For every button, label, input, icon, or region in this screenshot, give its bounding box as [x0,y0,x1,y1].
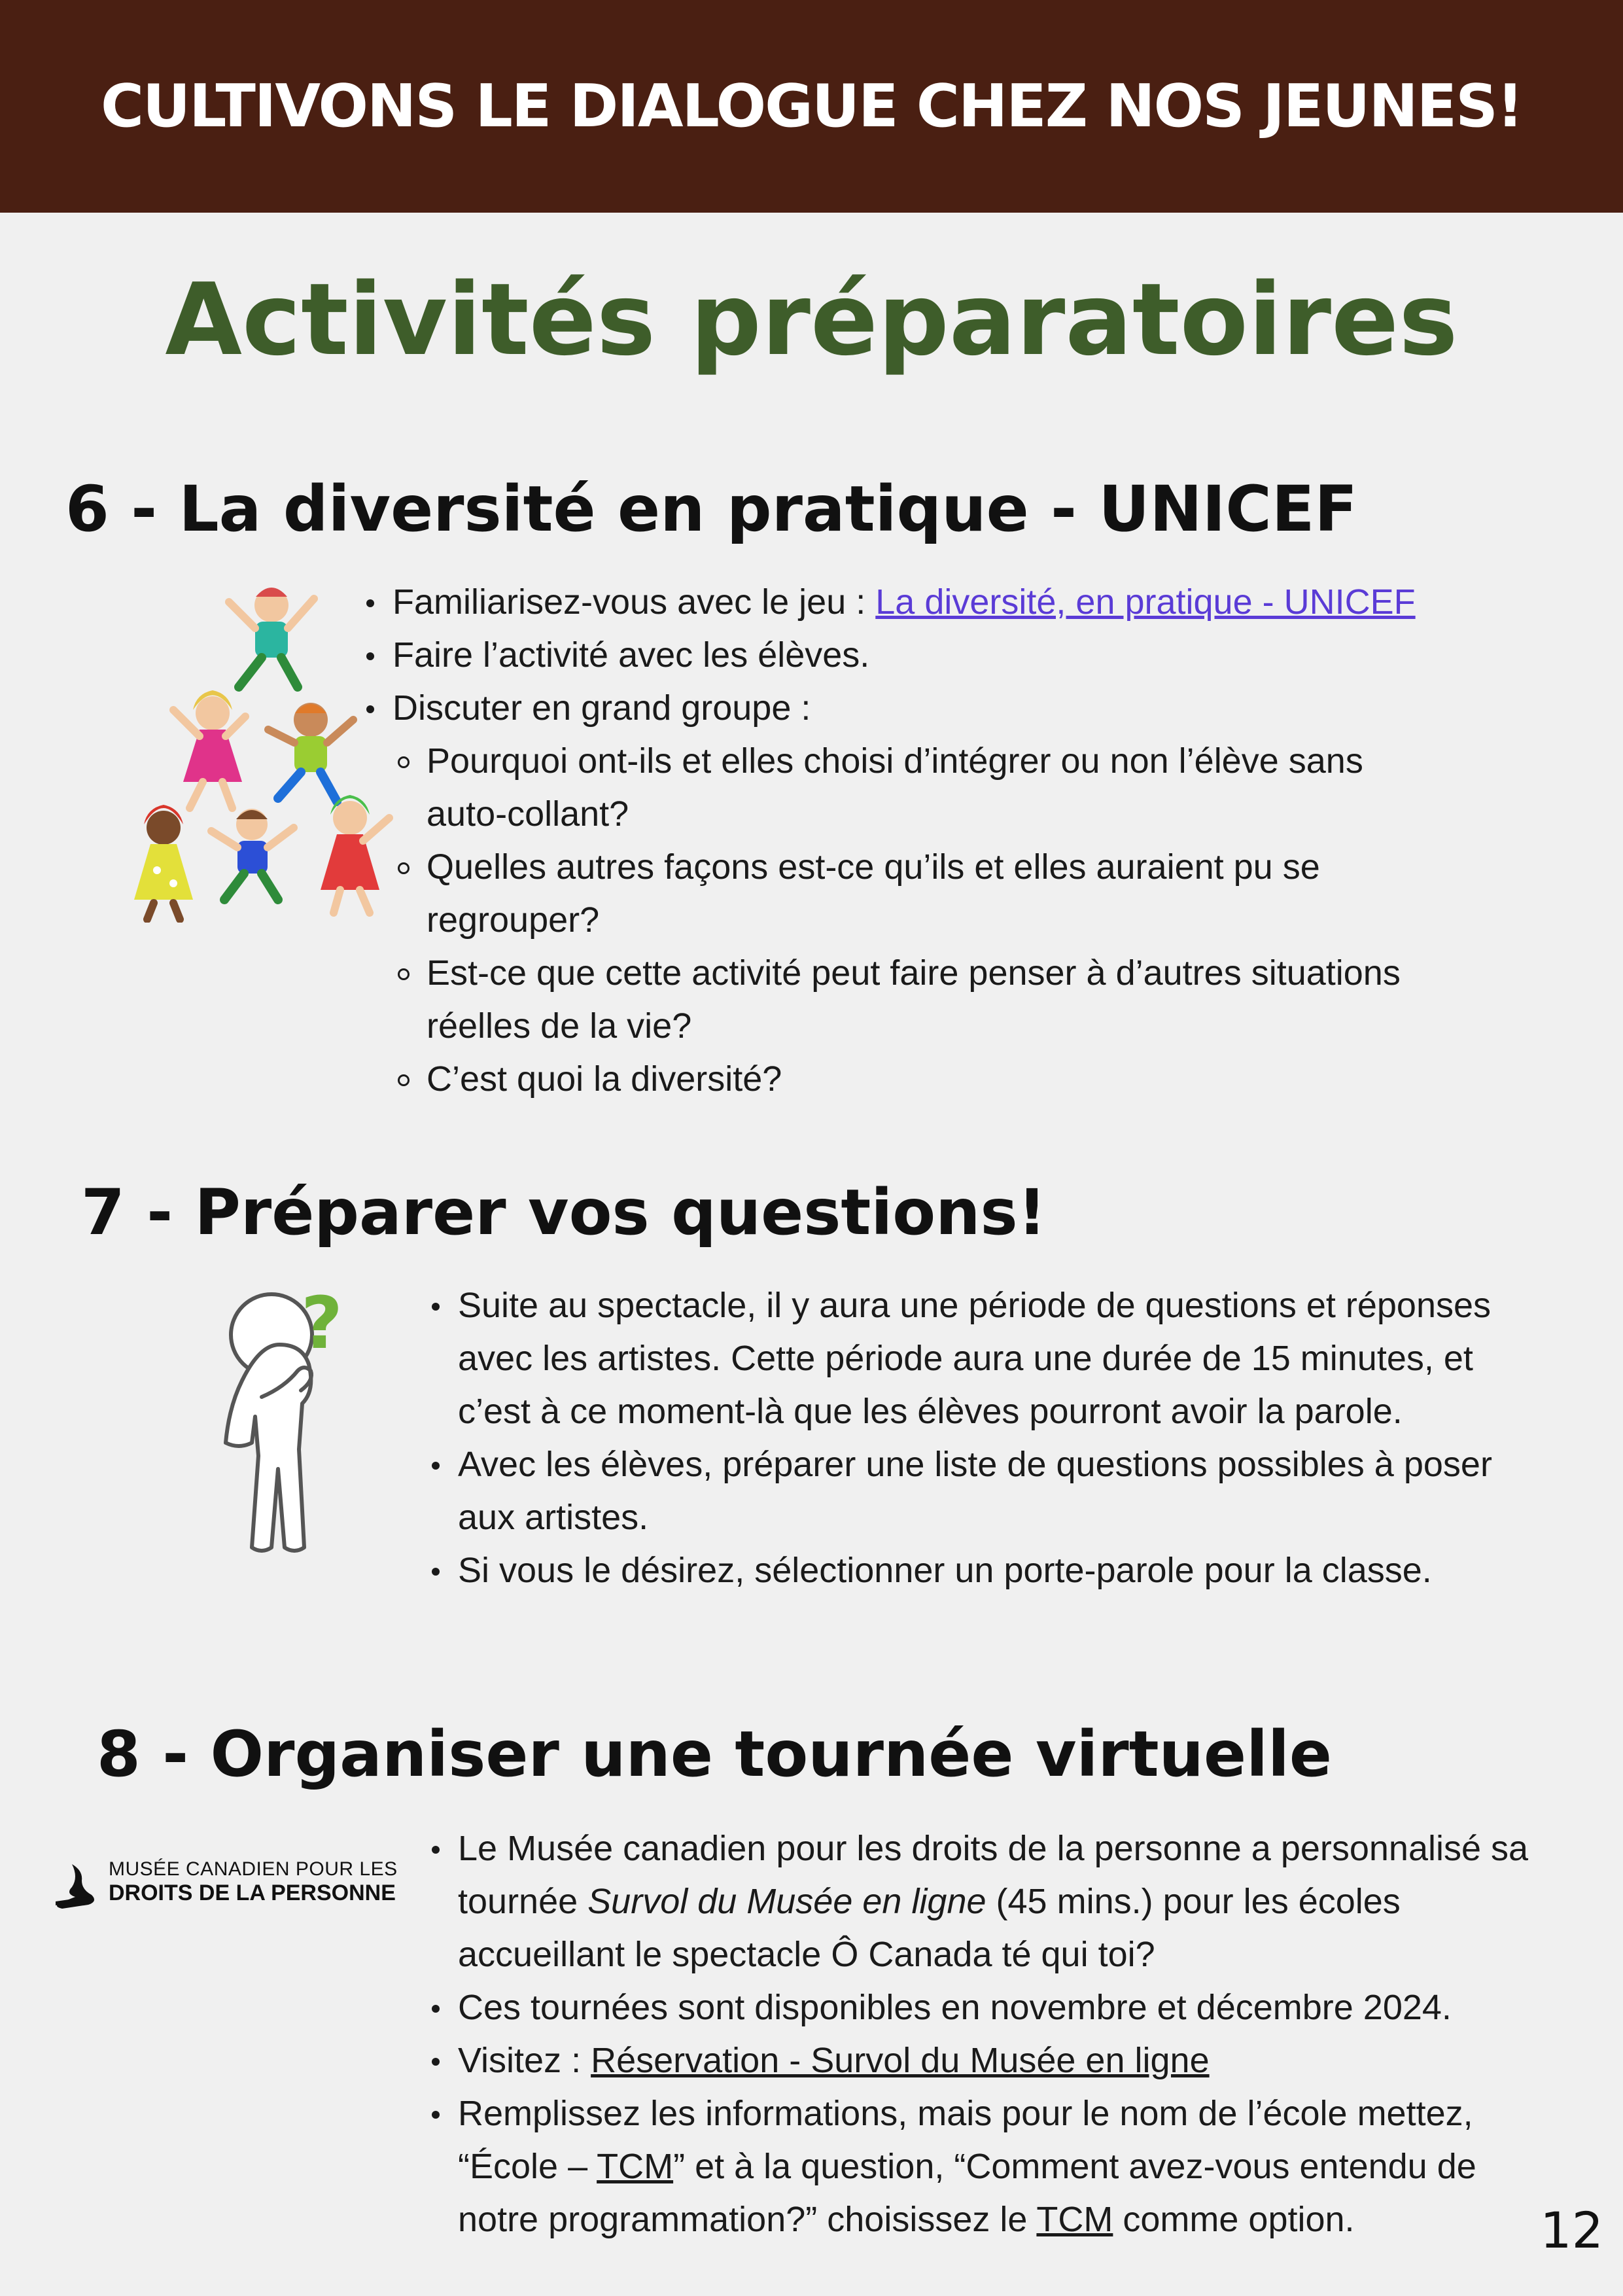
museum-logo-text [109,1858,398,1906]
section-6-content [361,576,1539,1106]
section-6-sublist [361,735,1506,1106]
kids-pyramid-illustration [134,576,396,923]
museum-logo [52,1858,406,1917]
list-item: Si vous le désirez, sélectionner un porte-parole pour la classe. [427,1544,1539,1597]
page-title: Activités préparatoires [165,262,1458,378]
section-8-list [427,1822,1552,2246]
section-7-list [427,1279,1539,1597]
section-6-list [361,576,1539,735]
list-item [427,1822,1552,1981]
sub-list-item: Est-ce que cette activité peut faire penser à d’autres situations réelles de la vie? [395,947,1447,1053]
museum-logo-icon [52,1861,98,1913]
list-item [361,576,1539,629]
list-item: Faire l’activité avec les élèves. [361,629,1539,682]
svg-text:?: ? [301,1282,343,1365]
sub-list-item: C’est quoi la diversité? [395,1053,1447,1106]
sub-list-item: Pourquoi ont-ils et elles choisi d’intégrer ou non l’élève sans auto-collant? [395,735,1447,841]
banner-title: CULTIVONS LE DIALOGUE CHEZ NOS JEUNES! [100,72,1523,141]
sub-list-item: Quelles autres façons est-ce qu’ils et elles auraient pu se regrouper? [395,841,1447,947]
list-item-text: Remplissez les informations, mais pour le nom de l’école mettez, “École – [458,2094,1473,2186]
section-7-content [427,1279,1539,1597]
list-item [427,2087,1552,2246]
tour-name: Survol du Musée en ligne [587,1882,986,1921]
tcm-link[interactable]: TCM [1036,2200,1113,2239]
list-item: Suite au spectacle, il y aura une période de questions et réponses avec les artistes. Cette période aura une durée de 15 minutes, et c’est à ce moment-là que les élèves pourront avoir la parole. [427,1279,1539,1438]
tcm-link[interactable]: TCM [597,2147,674,2186]
list-item: Avec les élèves, préparer une liste de questions possibles à poser aux artistes. [427,1438,1539,1544]
section-7-title: 7 - Préparer vos questions! [81,1176,1047,1249]
list-item-text: Visitez : [458,2041,591,2080]
list-item: Discuter en grand groupe : [361,682,1539,735]
list-item-text: ” et à la question, “Comment avez-vous entendu de notre programmation?” choisissez le [458,2147,1476,2239]
header-banner [0,0,1623,213]
thinking-person-icon [216,1282,360,1590]
museum-logo-line1: MUSÉE CANADIEN POUR LES [109,1858,398,1880]
museum-logo-line2: DROITS DE LA PERSONNE [109,1881,396,1905]
list-item-text: comme option. [1113,2200,1355,2239]
page-number: 12 [1540,2201,1603,2259]
section-8-content [427,1822,1552,2246]
list-item-text: Familiarisez-vous avec le jeu : [393,582,876,622]
unicef-link[interactable]: La diversité, en pratique - UNICEF [875,582,1416,622]
list-item-text: Le Musée canadien pour les droits de la personne a personnalisé sa tournée [458,1829,1529,1921]
section-6-title: 6 - La diversité en pratique - UNICEF [65,472,1357,546]
list-item-text: (45 mins.) pour les écoles accueillant le spectacle Ô Canada té qui toi? [458,1882,1401,1974]
section-8-title: 8 - Organiser une tournée virtuelle [97,1718,1333,1791]
list-item [427,2034,1552,2087]
list-item: Ces tournées sont disponibles en novembre et décembre 2024. [427,1981,1552,2034]
reservation-link[interactable]: Réservation - Survol du Musée en ligne [591,2041,1210,2080]
